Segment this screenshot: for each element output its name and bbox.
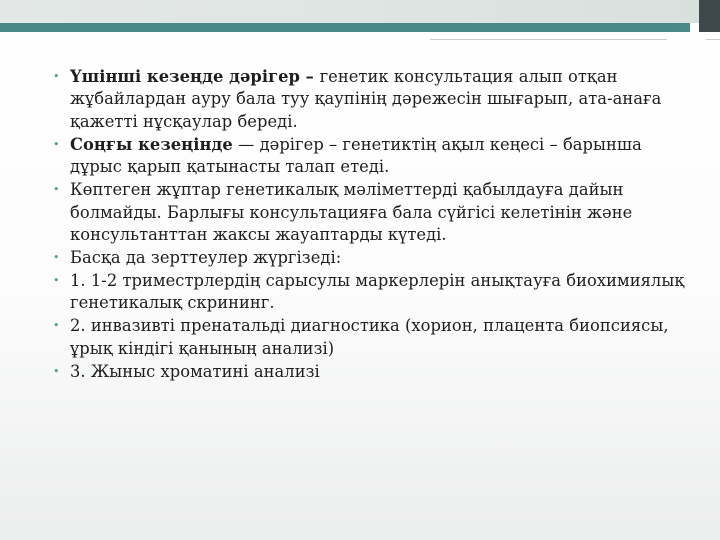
accent-strip [0, 23, 690, 32]
bullet-text: Көптеген жұптар генетикалық мәліметтерді қабылдауға дайын болмайды. Барлығы консультацияға бала сүйгісі келетінін және консультанттан жаксы жауаптарды күтеді. [70, 180, 633, 245]
bullet-dot-icon: • [53, 364, 60, 378]
header-band [0, 0, 720, 23]
bullet-item [50, 270, 690, 315]
bullet-item [50, 179, 690, 246]
corner-block [699, 0, 720, 32]
bullet-text: — дәрігер – генетиктің ақыл кеңесі – барынша дұрыс қарып қатынасты талап етеді. [70, 134, 642, 177]
bullet-dot-icon: • [53, 183, 60, 197]
bullet-item [50, 247, 690, 269]
bullet-text: 2. инвазивті пренатальді диагностика (хорион, плацента биопсиясы, ұрық кіндігі қанының анализі) [70, 316, 669, 358]
bullet-item [50, 361, 690, 383]
bullet-item [50, 315, 690, 360]
bullet-dot-icon: • [53, 137, 60, 151]
bullet-text-bold: Үшінші кезеңде дәрігер – [70, 67, 320, 86]
bullet-dot-icon: • [53, 70, 60, 83]
divider-line-right [706, 39, 720, 40]
divider-line [430, 39, 667, 40]
bullet-dot-icon: • [53, 274, 60, 288]
bullet-dot-icon: • [53, 319, 60, 333]
bullet-list [50, 66, 690, 384]
bullet-dot-icon: • [53, 251, 60, 265]
bullet-text: 3. Жыныс хроматині анализі [70, 361, 320, 381]
bullet-text: генетик консультация алып отқан жұбайлардан ауру бала туу қаупінің дәрежесін шығарып, ата-анаға қажетті нұсқаулар береді. [70, 67, 662, 131]
bullet-item [50, 134, 690, 179]
bullet-text: 1. 1-2 триместрлердің сарысулы маркерлерін анықтауға биохимиялық генетикалық скрининг. [70, 271, 685, 313]
bullet-text: Басқа да зерттеулер жүргізеді: [70, 248, 342, 268]
bullet-text-bold: Соңғы кезеңінде [70, 134, 233, 154]
bullet-item [50, 66, 690, 133]
